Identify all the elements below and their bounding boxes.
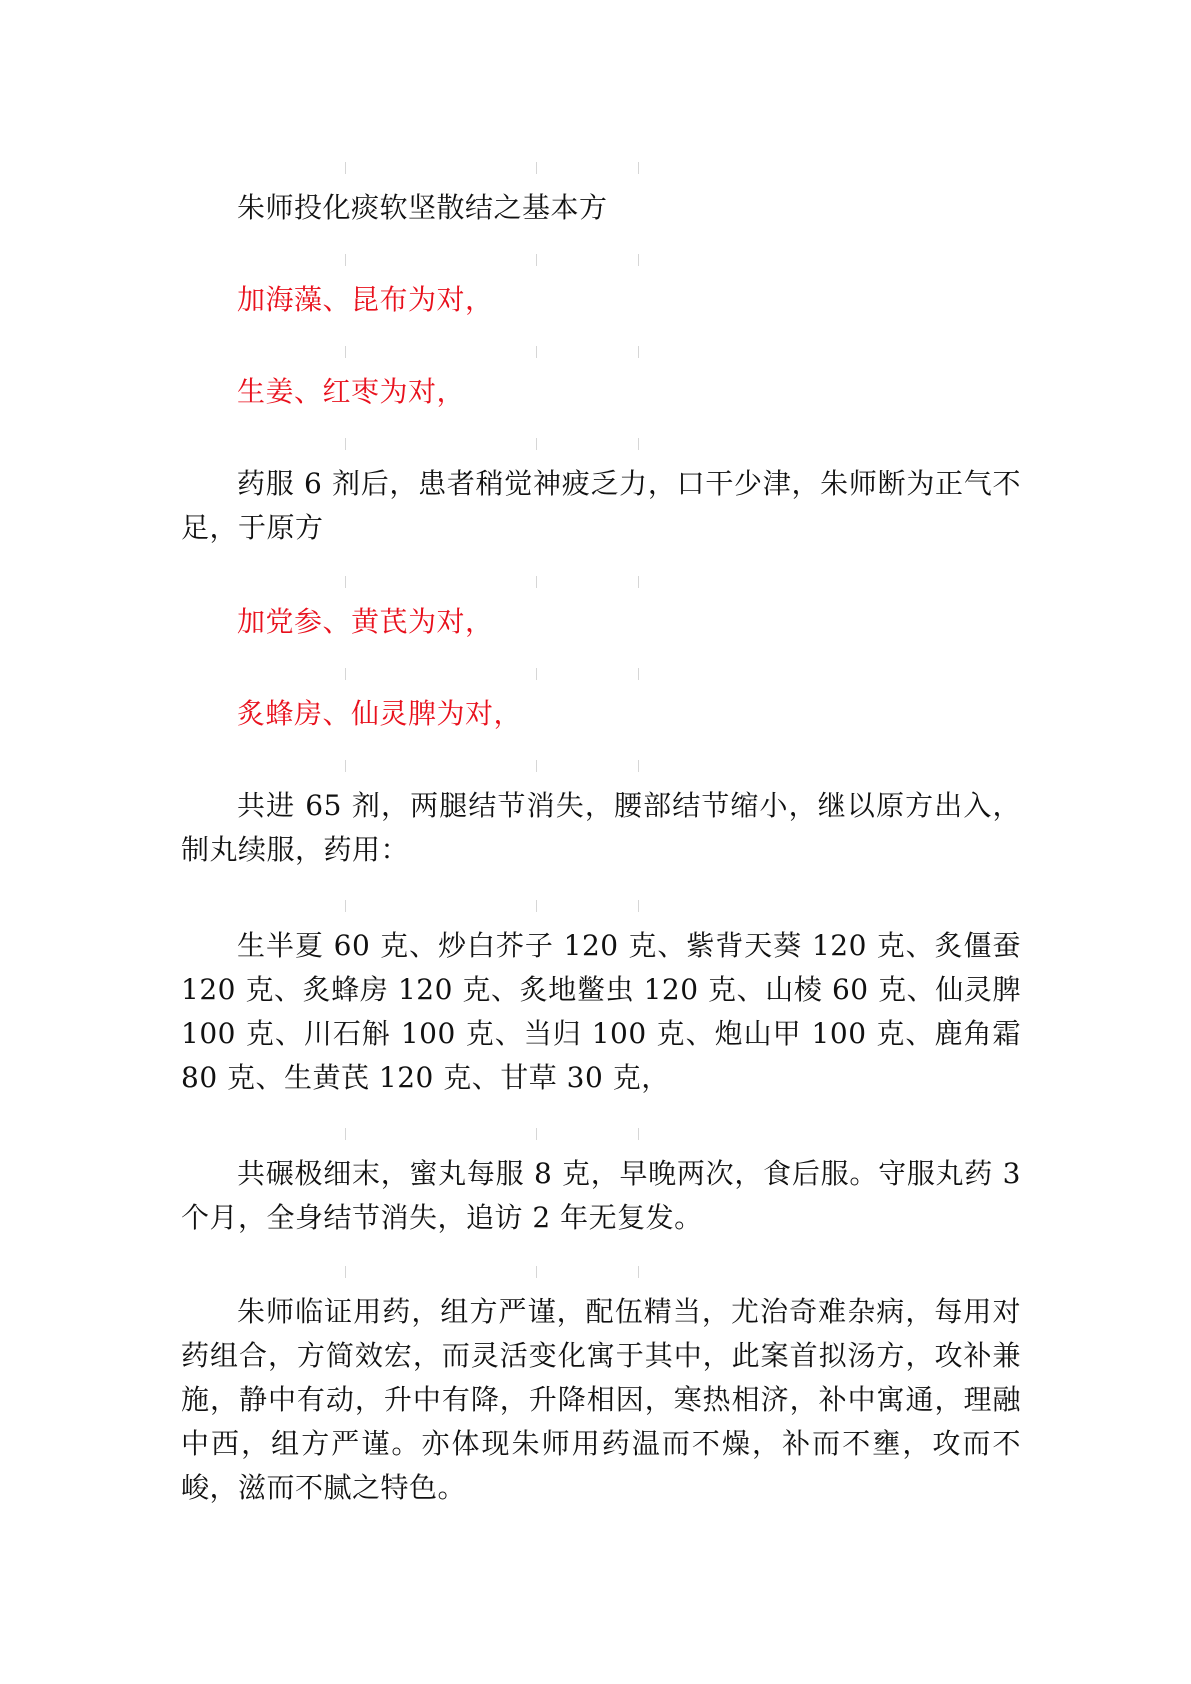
guide-mark <box>536 760 537 772</box>
guide-mark <box>638 1128 639 1140</box>
guide-mark <box>638 162 639 174</box>
guide-mark <box>638 346 639 358</box>
guide-mark <box>536 346 537 358</box>
guide-mark <box>638 438 639 450</box>
guide-mark <box>536 1266 537 1278</box>
paragraph-herb-pair-4: 炙蜂房、仙灵脾为对， <box>237 697 523 730</box>
guide-mark <box>536 576 537 588</box>
guide-mark <box>345 1266 346 1278</box>
guide-mark <box>638 576 639 588</box>
paragraph-herb-pair-2: 生姜、红枣为对， <box>237 375 466 408</box>
guide-mark <box>345 668 346 680</box>
paragraph-commentary: 朱师临证用药，组方严谨，配伍精当，尤治奇难杂病，每用对药组合，方简效宏，而灵活变化寓于其中，此案首拟汤方，攻补兼施，静中有动，升中有降，升降相因，寒热相济，补中寓通，理融中西，组方严谨。亦体现朱师用药温而不燥，补而不壅，攻而不峻，滋而不腻之特色。 <box>181 1295 1021 1504</box>
paragraph-follow-up: 药服 6 剂后，患者稍觉神疲乏力，口干少津，朱师断为正气不足，于原方 <box>181 467 1021 544</box>
paragraph-herb-pair-1: 加海藻、昆布为对， <box>237 283 494 316</box>
guide-mark <box>536 900 537 912</box>
guide-mark <box>345 162 346 174</box>
guide-mark <box>345 1128 346 1140</box>
guide-mark <box>536 254 537 266</box>
guide-mark <box>536 1128 537 1140</box>
guide-mark <box>536 162 537 174</box>
paragraph-intro: 朱师投化痰软坚散结之基本方 <box>237 191 608 224</box>
guide-mark <box>536 438 537 450</box>
guide-mark <box>638 254 639 266</box>
paragraph-dosage: 共碾极细末，蜜丸每服 8 克，早晚两次，食后服。守服丸药 3 个月，全身结节消失，追访 2 年无复发。 <box>181 1157 1021 1234</box>
guide-mark <box>345 900 346 912</box>
paragraph-herb-pair-3: 加党参、黄芪为对， <box>237 605 494 638</box>
paragraph-prescription: 生半夏 60 克、炒白芥子 120 克、紫背天葵 120 克、炙僵蚕 120 克、炙蜂房 120 克、炙地鳖虫 120 克、山棱 60 克、仙灵脾 100 克、川石斛 100 克、当归 100 克、炮山甲 100 克、鹿角霜 80 克、生黄芪 120 克、甘草 30 克， <box>181 929 1021 1094</box>
guide-mark <box>638 760 639 772</box>
guide-mark <box>345 438 346 450</box>
guide-mark <box>638 668 639 680</box>
guide-mark <box>638 900 639 912</box>
guide-mark <box>638 1266 639 1278</box>
guide-mark <box>345 760 346 772</box>
paragraph-progress: 共进 65 剂，两腿结节消失，腰部结节缩小，继以原方出入，制丸续服，药用： <box>181 789 1021 866</box>
guide-mark <box>345 254 346 266</box>
guide-mark <box>536 668 537 680</box>
guide-mark <box>345 576 346 588</box>
guide-mark <box>345 346 346 358</box>
